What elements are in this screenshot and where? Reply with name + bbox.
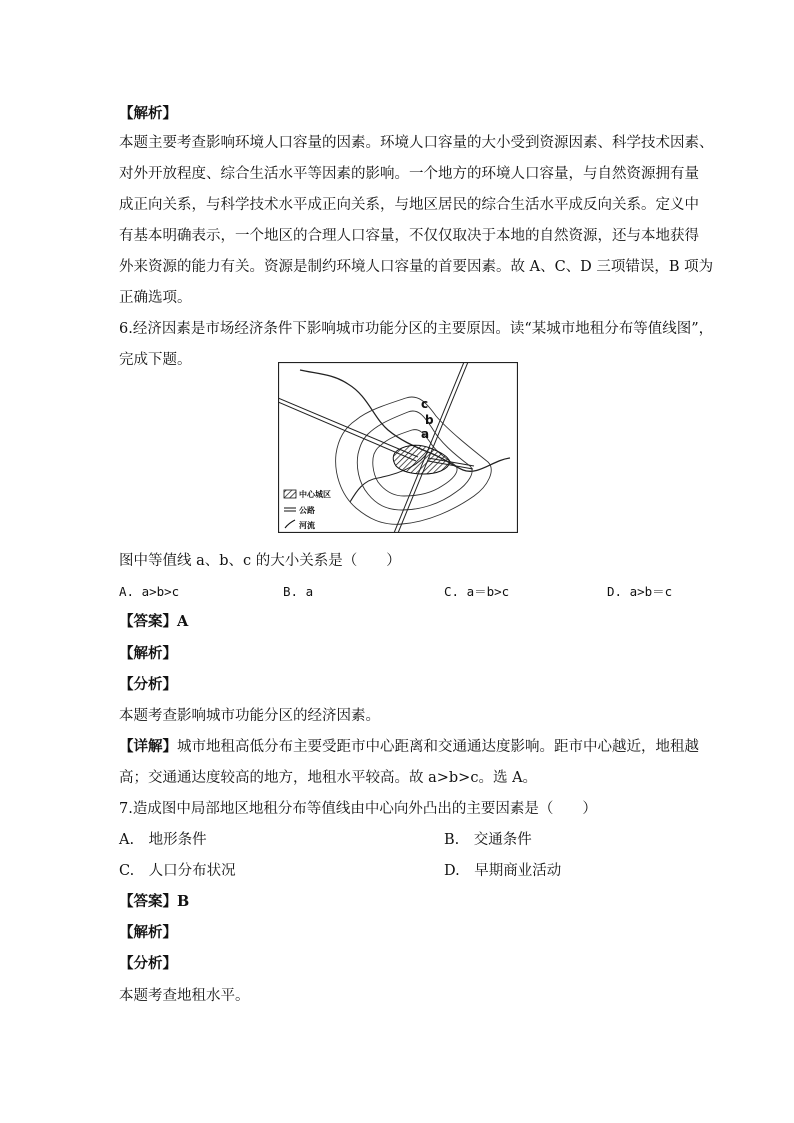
prev-jiexi-line-3: 成正向关系，与科学技术水平成正向关系，与地区居民的综合生活水平成反向关系。定义中 <box>119 197 699 213</box>
q7-fenxi-text: 本题考查地租水平。 <box>119 988 250 1004</box>
legend-center-label: 中心城区 <box>299 490 331 499</box>
q7-jiexi-header: 【解析】 <box>119 924 177 941</box>
q7-fenxi-header: 【分析】 <box>119 955 177 972</box>
q7-stem: 7.造成图中局部地区地租分布等值线由中心向外凸出的主要因素是（ ） <box>119 801 597 817</box>
q6-stem-line-1: 6.经济因素是市场经济条件下影响城市功能分区的主要原因。读“某城市地租分布等值线图”， <box>119 321 714 337</box>
q6-option-b: B. a <box>283 584 314 599</box>
label-b: b <box>425 413 434 427</box>
q7-option-b: B. 交通条件 <box>444 832 532 848</box>
label-a: a <box>421 427 430 441</box>
legend-center-symbol <box>284 490 296 498</box>
q6-xiangjie-text-1: 城市地租高低分布主要受距市中心距离和交通通达度影响。距市中心越近，地租越 <box>177 739 699 755</box>
q7-option-c: C. 人口分布状况 <box>119 863 236 879</box>
q6-option-c: C. a＝b>c <box>444 584 510 599</box>
q6-option-d: D. a>b＝c <box>607 584 673 599</box>
q6-jiexi-header: 【解析】 <box>119 645 177 662</box>
label-c: c <box>421 397 429 411</box>
prev-jiexi-line-6: 正确选项。 <box>119 290 192 306</box>
q6-answer: 【答案】A <box>119 613 189 630</box>
legend-road-label: 公路 <box>299 506 315 515</box>
prev-jiexi-header: 【解析】 <box>119 105 177 122</box>
q7-answer: 【答案】B <box>119 893 190 910</box>
q7-option-a: A. 地形条件 <box>119 832 207 848</box>
q6-fenxi-header: 【分析】 <box>119 676 177 693</box>
q6-option-a: A. a>b>c <box>119 584 180 599</box>
q6-xiangjie-line-1 <box>119 737 699 757</box>
q6-question: 图中等值线 a、b、c 的大小关系是（ ） <box>119 553 401 569</box>
q6-stem-line-2: 完成下题。 <box>119 352 192 368</box>
legend-river-label: 河流 <box>299 521 315 530</box>
prev-jiexi-line-1: 本题主要考查影响环境人口容量的因素。环境人口容量的大小受到资源因素、科学技术因素、 <box>119 135 714 151</box>
prev-jiexi-line-2: 对外开放程度、综合生活水平等因素的影响。一个地方的环境人口容量，与自然资源拥有量 <box>119 166 699 182</box>
prev-jiexi-line-5: 外来资源的能力有关。资源是制约环境人口容量的首要因素。故 A、C、D 三项错误，B 项为 <box>119 259 714 275</box>
q7-option-d: D. 早期商业活动 <box>444 863 562 879</box>
q6-fenxi-text: 本题考查影响城市功能分区的经济因素。 <box>119 708 380 724</box>
q6-xiangjie-line-2: 高；交通通达度较高的地方，地租水平较高。故 a>b>c。选 A。 <box>119 770 538 786</box>
land-rent-isoline-map <box>278 362 518 533</box>
prev-jiexi-line-4: 有基本明确表示，一个地区的合理人口容量，不仅仅取决于本地的自然资源，还与本地获得 <box>119 228 699 244</box>
q6-xiangjie-label: 【详解】 <box>119 738 177 755</box>
